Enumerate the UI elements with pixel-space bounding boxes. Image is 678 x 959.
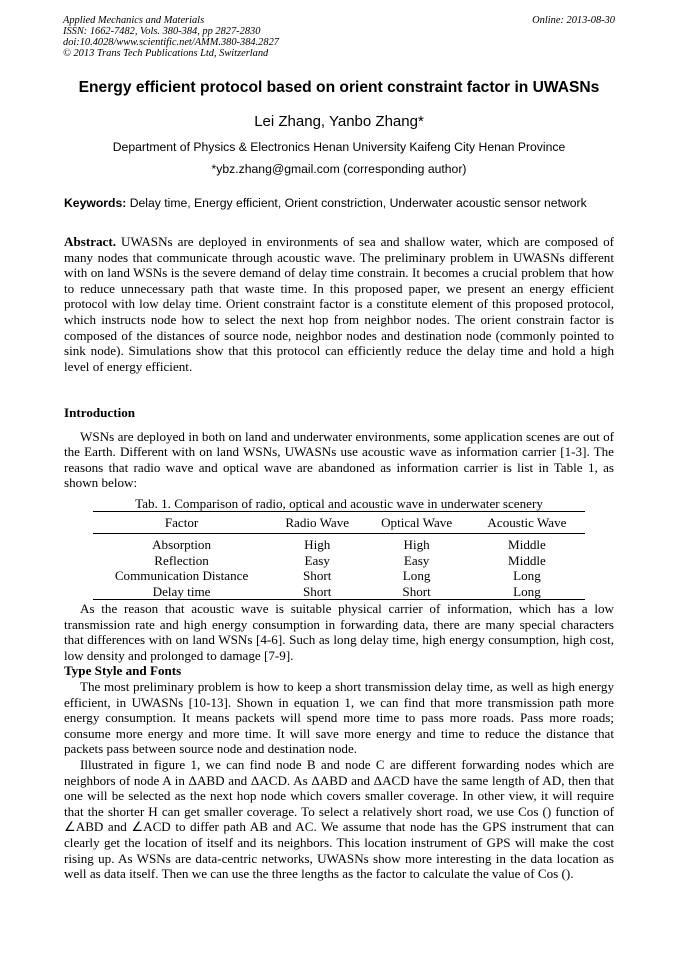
email: *ybz.zhang@gmail.com (corresponding author) xyxy=(211,162,467,176)
table-row xyxy=(93,584,585,600)
table-header: Factor xyxy=(93,512,270,534)
table-row xyxy=(93,553,585,569)
abstract-label: Abstract. xyxy=(64,234,116,249)
table-cell: Middle xyxy=(508,537,546,552)
table-header: Optical Wave xyxy=(364,512,469,534)
table-row xyxy=(93,534,585,553)
table-cell: Easy xyxy=(304,552,330,568)
table-cell: Delay time xyxy=(93,584,270,600)
introduction-paragraph: WSNs are deployed in both on land and underwater environments, some application scenes are out of the Earth. Different with on land WSNs, UWASNs use acoustic wave as information carrier [1-3]. The reasons that radio wave and optical wave are abandoned as information carrier is list in Table 1, as shown below: xyxy=(64,428,614,491)
type-style-heading: Type Style and Fonts xyxy=(64,663,182,679)
journal-header xyxy=(63,15,279,59)
table-cell: Reflection xyxy=(154,552,209,568)
comparison-table xyxy=(93,496,585,600)
table-cell: Long xyxy=(402,568,431,583)
table-cell: Long xyxy=(469,584,585,600)
abstract-text: UWASNs are deployed in environments of sea and shallow water, which are composed of many nodes that communicate through acoustic wave. The preliminary problem in UWASNs different with on land WSNs is the severe demand of delay time constrain. It becomes a crucial problem that how to reduce unnecessary path that waste time. In this proposed paper, we present an energy efficient protocol with low delay time. Orient constraint factor is a constitute element of this proposed protocol, which instructs node how to select the next hop from neighbor nodes. The orient constrain factor is composed of the distances of source node, neighbor nodes and destination node (commonly pointed to sink node). Simulations show that this protocol can efficiently reduce the delay time and hold a high level of energy efficient. xyxy=(64,234,614,374)
table-cell: Easy xyxy=(403,552,430,568)
table-cell: High xyxy=(403,537,430,552)
online-date: Online: 2013-08-30 xyxy=(532,15,615,26)
paragraph: Illustrated in figure 1, we can find node B and node C are different forwarding nodes which are neighbors of node A in ΔABD and ΔACD. As ΔABD and ΔACD have the same length of AD, then that one will be selected as the next hop node which covers smaller coverage. In other view, it will require that the shorter H can get smaller coverage. To select a relatively short road, we use Cos () function of ∠ABD and ∠ACD to differ path AB and AC. We assume that node has the GPS instrument that can clearly get the location of itself and its neighbors. This location instrument of GPS will make the cost rising up. As WSNs are data-centric networks, UWASNs show more interesting in the data location as well as data itself. Then we can use the three lengths as the factor to calculate the value of Cos (). xyxy=(64,756,614,882)
introduction-section xyxy=(64,405,614,491)
authors: Lei Zhang, Yanbo Zhang* xyxy=(254,113,424,130)
table-cell: Long xyxy=(513,568,541,583)
table-cell: Short xyxy=(303,568,332,583)
table-header: Acoustic Wave xyxy=(469,512,585,534)
table-cell: Middle xyxy=(508,552,546,568)
keywords-text: Delay time, Energy efficient, Orient constriction, Underwater acoustic sensor network xyxy=(126,196,587,210)
table-cell: Short xyxy=(270,584,364,600)
copyright: © 2013 Trans Tech Publications Ltd, Switzerland xyxy=(63,48,269,59)
table-cell: Short xyxy=(364,584,469,600)
keywords-label: Keywords: xyxy=(64,196,127,210)
body-continued xyxy=(64,601,614,882)
journal-name: Applied Mechanics and Materials xyxy=(63,15,205,26)
abstract xyxy=(64,234,614,374)
issn: ISSN: 1662-7482, Vols. 380-384, pp 2827-2830 xyxy=(63,26,261,37)
table-header: Radio Wave xyxy=(270,512,364,534)
after-table-paragraph: As the reason that acoustic wave is suitable physical carrier of information, which has a low transmission rate and high energy consumption in forwarding data, there are many special characters that differences with on land WSNs [4-6]. Such as long delay time, high energy consumption, high cost, low density and prolonged to damage [7-9]. xyxy=(64,601,614,663)
keywords xyxy=(64,196,587,210)
table-cell: Communication Distance xyxy=(114,568,249,583)
affiliation: Department of Physics & Electronics Henan University Kaifeng City Henan Province xyxy=(112,140,566,154)
introduction-heading: Introduction xyxy=(64,405,136,420)
table-cell: Absorption xyxy=(152,537,212,552)
table-caption: Tab. 1. Comparison of radio, optical and acoustic wave in underwater scenery xyxy=(135,496,543,511)
table-cell: High xyxy=(304,537,331,552)
doi: doi:10.4028/www.scientific.net/AMM.380-384.2827 xyxy=(63,37,279,48)
table-header-row xyxy=(93,512,585,534)
paper-title: Energy efficient protocol based on orient constraint factor in UWASNs xyxy=(78,79,600,96)
table-row xyxy=(93,568,585,584)
paragraph: The most preliminary problem is how to keep a short transmission delay time, as well as high energy efficient, in UWASNs [10-13]. Shown in equation 1, we can find that more transmission path more energy consumption. It means packets will spend more time to pass more roads. Pass more roads; consume more energy and more time. It will save more energy and time to reduce the distance that packets pass between source node and destination node. xyxy=(64,678,614,757)
